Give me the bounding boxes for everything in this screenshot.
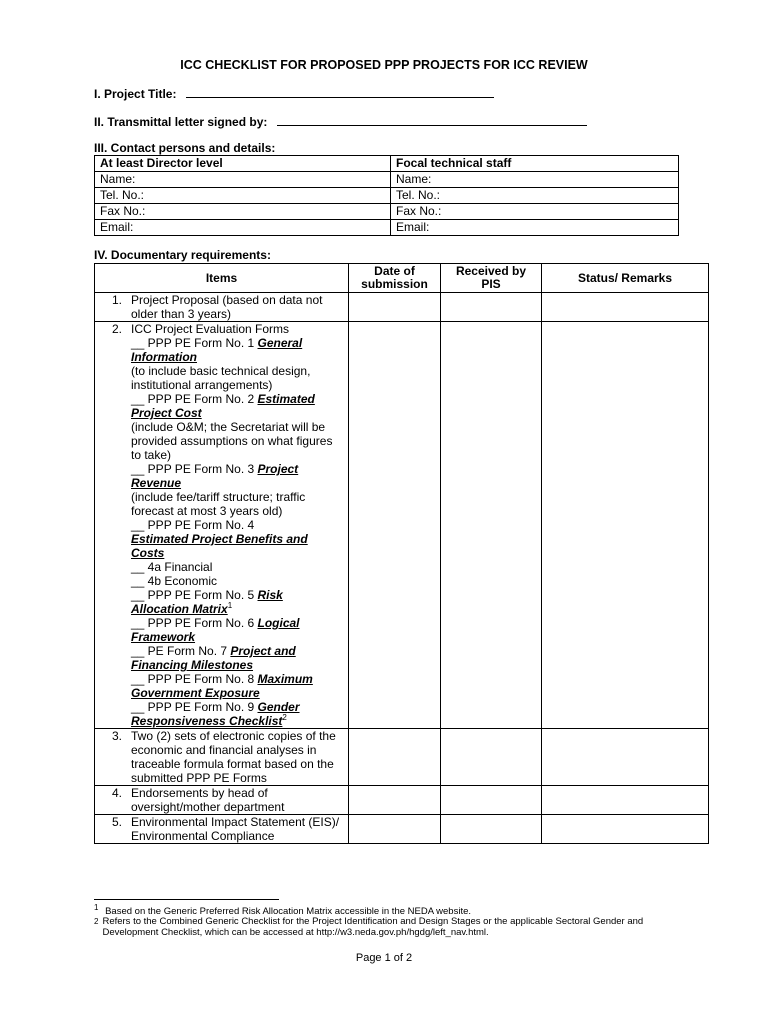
date-cell[interactable] <box>349 815 441 844</box>
header-items: Items <box>95 264 349 293</box>
table-row <box>95 204 679 220</box>
form-4-prefix: __ PPP PE Form No. 4 <box>131 518 255 532</box>
table-row <box>95 815 709 844</box>
table-cell: Tel. No.: <box>391 188 679 204</box>
item-text: Endorsements by head of oversight/mother department <box>131 786 285 814</box>
footnote-text: Refers to the Combined Generic Checklist for the Project Identification and Design Stages or the applicable Sectoral Gender and Development Checklist, which can be accessed at http://w3.neda.gov.ph/hgdg/left_nav.html. <box>102 916 644 938</box>
date-cell[interactable] <box>349 786 441 815</box>
form-7-prefix: __ PE Form No. 7 <box>131 644 231 658</box>
form-1-entry <box>131 336 343 364</box>
received-cell[interactable] <box>441 786 542 815</box>
item-text: Environmental Impact Statement (EIS)/ Environmental Compliance <box>131 815 340 843</box>
document-title: ICC CHECKLIST FOR PROPOSED PPP PROJECTS FOR ICC REVIEW <box>180 58 588 72</box>
item-text: Two (2) sets of electronic copies of the economic and financial analyses in traceable formula format based on the submitted PPP PE Forms <box>131 729 336 785</box>
status-cell[interactable] <box>542 322 709 729</box>
form-6-entry <box>131 616 343 644</box>
received-cell[interactable] <box>441 322 542 729</box>
transmittal-label: II. Transmittal letter signed by: <box>94 115 268 129</box>
item-text: Project Proposal (based on data not older than 3 years) <box>131 293 323 321</box>
form-4-name: Estimated Project Benefits and Costs <box>131 532 308 560</box>
table-row <box>95 293 709 322</box>
received-cell[interactable] <box>441 815 542 844</box>
table-cell: Fax No.: <box>391 204 679 220</box>
header-received: Received by PIS <box>441 264 542 293</box>
form-1-prefix: __ PPP PE Form No. 1 <box>131 336 258 350</box>
table-row <box>95 264 709 293</box>
contacts-header-director: At least Director level <box>95 156 391 172</box>
table-cell: Tel. No.: <box>95 188 391 204</box>
footnote-ref: 1 <box>227 601 233 610</box>
footnote-ref: 2 <box>282 713 287 722</box>
contacts-table <box>94 155 679 236</box>
footnote-mark: 1 <box>94 902 99 912</box>
item-number: 1. <box>111 293 122 307</box>
form-9-prefix: __ PPP PE Form No. 9 <box>131 700 258 714</box>
form-4b: __ 4b Economic <box>131 574 218 588</box>
item-cell <box>95 729 349 786</box>
status-cell[interactable] <box>542 786 709 815</box>
footnote-separator <box>94 899 279 900</box>
form-6-prefix: __ PPP PE Form No. 6 <box>131 616 258 630</box>
form-2-entry <box>131 392 343 420</box>
item-number: 4. <box>111 786 122 800</box>
page-number: Page 1 of 2 <box>355 952 413 964</box>
project-title-blank <box>186 87 494 98</box>
table-row <box>95 172 679 188</box>
table-cell: Fax No.: <box>95 204 391 220</box>
table-row <box>95 322 709 729</box>
project-title-label: I. Project Title: <box>94 87 177 101</box>
header-status: Status/ Remarks <box>542 264 709 293</box>
item-number: 5. <box>111 815 122 829</box>
form-5-entry <box>131 588 343 616</box>
table-row <box>95 220 679 236</box>
footnote-2 <box>94 916 694 938</box>
status-cell[interactable] <box>542 293 709 322</box>
item-cell <box>95 322 349 729</box>
header-date: Date of submission <box>349 264 441 293</box>
table-cell: Email: <box>95 220 391 236</box>
item-number: 3. <box>111 729 122 743</box>
table-cell: Name: <box>391 172 679 188</box>
form-2-name: Estimated Project Cost <box>131 392 315 420</box>
form-7-entry <box>131 644 343 672</box>
transmittal-field <box>94 115 587 129</box>
form-2-prefix: __ PPP PE Form No. 2 <box>131 392 258 406</box>
item-cell <box>95 815 349 844</box>
form-3-note: (include fee/tariff structure; traffic forecast at most 3 years old) <box>131 490 306 518</box>
date-cell[interactable] <box>349 293 441 322</box>
form-8-name: Maximum Government Exposure <box>131 672 313 700</box>
status-cell[interactable] <box>542 729 709 786</box>
form-3-name: Project Revenue <box>131 462 299 490</box>
form-8-entry <box>131 672 343 700</box>
form-3-prefix: __ PPP PE Form No. 3 <box>131 462 258 476</box>
docreq-heading: IV. Documentary requirements: <box>94 248 271 262</box>
form-7-name: Project and Financing Milestones <box>131 644 296 672</box>
form-1-name: General Information <box>131 336 303 364</box>
status-cell[interactable] <box>542 815 709 844</box>
transmittal-blank <box>277 115 587 126</box>
form-9-name: Gender Responsiveness Checklist <box>131 700 300 728</box>
table-row <box>95 729 709 786</box>
footnote-text: Based on the Generic Preferred Risk Allocation Matrix accessible in the NEDA website. <box>105 906 472 917</box>
item-text: ICC Project Evaluation Forms <box>131 322 290 336</box>
contacts-heading: III. Contact persons and details: <box>94 141 276 155</box>
form-9-entry <box>131 700 343 728</box>
form-4a: __ 4a Financial <box>131 560 213 574</box>
table-row <box>95 188 679 204</box>
table-cell: Name: <box>95 172 391 188</box>
item-number: 2. <box>111 322 122 336</box>
requirements-table <box>94 263 709 844</box>
form-2-note: (include O&M; the Secretariat will be provided assumptions on what figures to take) <box>131 420 333 462</box>
project-title-field <box>94 87 494 101</box>
received-cell[interactable] <box>441 729 542 786</box>
table-row <box>95 786 709 815</box>
form-1-note: (to include basic technical design, institutional arrangements) <box>131 364 311 392</box>
form-6-name: Logical Framework <box>131 616 300 644</box>
date-cell[interactable] <box>349 322 441 729</box>
footnote-mark: 2 <box>94 917 99 926</box>
table-row <box>95 156 679 172</box>
item-cell <box>95 786 349 815</box>
form-5-prefix: __ PPP PE Form No. 5 <box>131 588 258 602</box>
table-cell: Email: <box>391 220 679 236</box>
contacts-header-staff: Focal technical staff <box>391 156 679 172</box>
form-5-name: Risk Allocation Matrix <box>131 588 283 616</box>
received-cell[interactable] <box>441 293 542 322</box>
date-cell[interactable] <box>349 729 441 786</box>
form-3-entry <box>131 462 343 490</box>
item-cell <box>95 293 349 322</box>
form-8-prefix: __ PPP PE Form No. 8 <box>131 672 258 686</box>
